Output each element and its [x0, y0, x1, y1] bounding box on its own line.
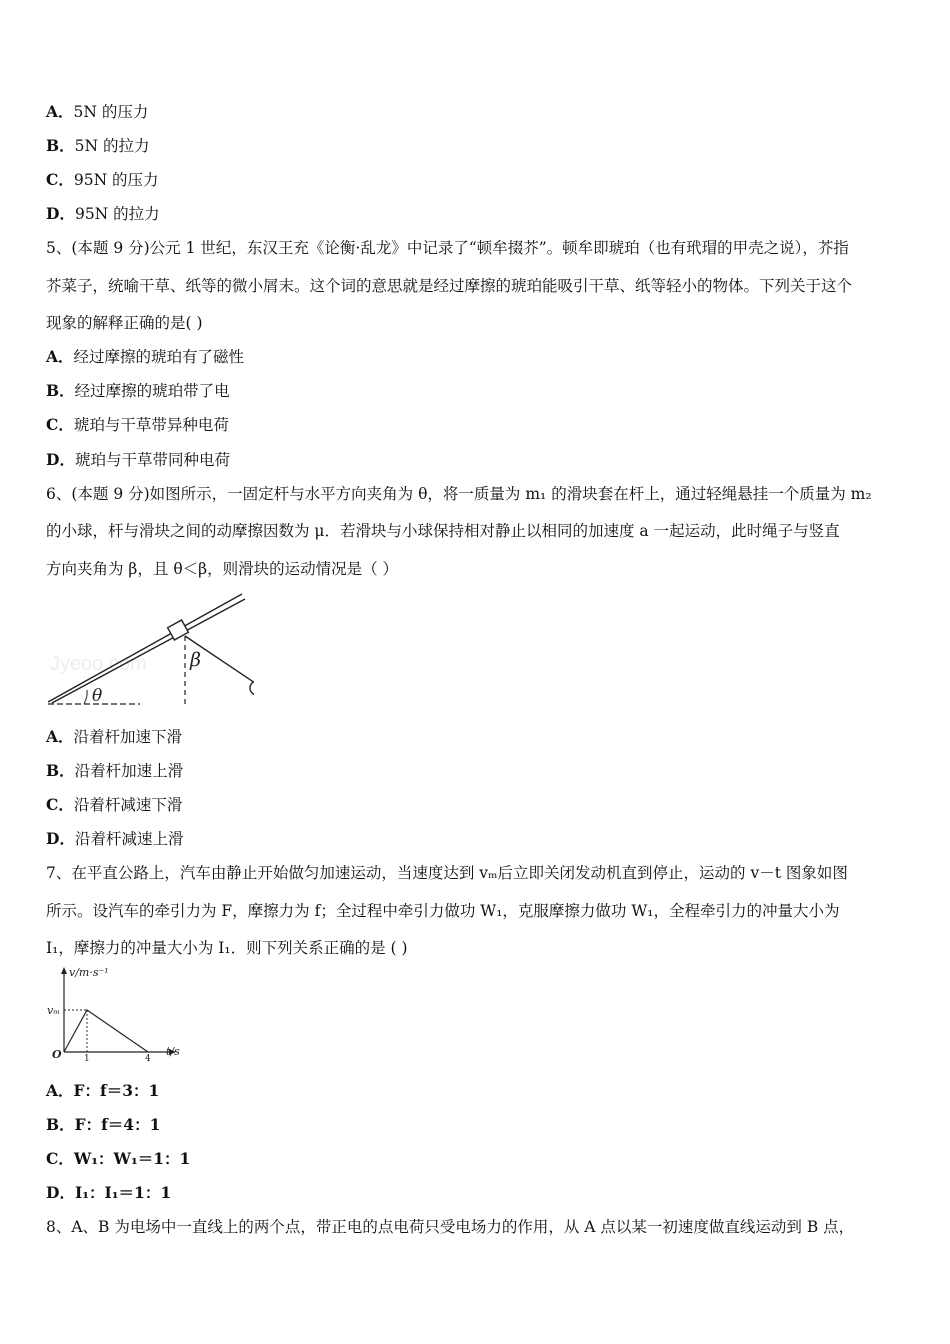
x-axis-label: t/s: [166, 1045, 180, 1058]
figure-watermark: Jyeoo.com: [50, 653, 147, 675]
theta-label: θ: [92, 686, 103, 706]
origin-label: O: [52, 1048, 62, 1061]
q7-option-a[interactable]: A．F：f＝3：1: [46, 1081, 160, 1100]
q5-option-d[interactable]: D．琥珀与干草带同种电荷: [46, 450, 230, 469]
rod-line-lower: [48, 594, 242, 702]
q7-option-d[interactable]: D．I₁：I₁＝1：1: [46, 1183, 172, 1202]
q6-option-b[interactable]: B．沿着杆加速上滑: [46, 761, 184, 780]
q6-option-c[interactable]: C．沿着杆减速下滑: [46, 795, 183, 814]
rod-line-upper: [52, 599, 245, 703]
vt-line: [64, 1010, 148, 1052]
q5-option-a[interactable]: A．经过摩擦的琥珀有了磁性: [46, 347, 245, 366]
q7-option-c[interactable]: C．W₁：W₁＝1：1: [46, 1149, 191, 1168]
tick-4-label: 4: [145, 1054, 151, 1064]
q6-stem-line1: 6、(本题 9 分)如图所示，一固定杆与水平方向夹角为 θ，将一质量为 m₁ 的滑块套在杆上，通过轻绳悬挂一个质量为 m₂: [46, 485, 872, 503]
vm-label: vₘ: [47, 1004, 60, 1017]
theta-arc: [84, 690, 87, 704]
q6-option-d[interactable]: D．沿着杆减速上滑: [46, 829, 184, 848]
ball: [250, 681, 254, 695]
q5-option-c[interactable]: C．琥珀与干草带异种电荷: [46, 415, 229, 434]
q7-stem-line1: 7、在平直公路上，汽车由静止开始做匀加速运动，当速度达到 vₘ后立即关闭发动机直到停止，运动的 v－t 图象如图: [46, 864, 848, 882]
tick-1-label: 1: [84, 1054, 90, 1064]
q6-stem-line3: 方向夹角为 β，且 θ＜β，则滑块的运动情况是（ ）: [46, 560, 399, 578]
q6-option-a[interactable]: A．沿着杆加速下滑: [46, 727, 183, 746]
q4-option-c[interactable]: C．95N 的压力: [46, 170, 159, 189]
q5-option-b[interactable]: B．经过摩擦的琥珀带了电: [46, 381, 230, 400]
y-axis-arrow: [61, 967, 67, 974]
q5-stem-line1: 5、(本题 9 分)公元 1 世纪，东汉王充《论衡·乱龙》中记录了“顿牟掇芥”。顿牟即琥珀（也有玳瑁的甲壳之说），芥指: [46, 239, 849, 257]
q7-stem-line2: 所示。设汽车的牵引力为 F，摩擦力为 f；全过程中牵引力做功 W₁，克服摩擦力做功 W₁，全程牵引力的冲量大小为: [46, 902, 840, 920]
q4-option-d[interactable]: D．95N 的拉力: [46, 204, 160, 223]
q5-stem-line2: 芥菜子，统喻干草、纸等的微小屑末。这个词的意思就是经过摩擦的琥珀能吸引干草、纸等轻小的物体。下列关于这个: [46, 277, 853, 295]
q7-stem-line3: I₁，摩擦力的冲量大小为 I₁．则下列关系正确的是 ( ): [46, 939, 408, 957]
y-axis-label: v/m·s⁻¹: [69, 966, 109, 979]
q4-option-b[interactable]: B．5N 的拉力: [46, 136, 150, 155]
q5-stem-line3: 现象的解释正确的是( ): [46, 314, 203, 332]
q6-incline-figure: [44, 590, 254, 708]
q6-stem-line2: 的小球，杆与滑块之间的动摩擦因数为 μ．若滑块与小球保持相对静止以相同的加速度 a 一起运动，此时绳子与竖直: [46, 522, 840, 540]
q4-option-a[interactable]: A．5N 的压力: [46, 102, 149, 121]
beta-label: β: [190, 649, 201, 671]
q8-stem-line1: 8、A、B 为电场中一直线上的两个点，带正电的点电荷只受电场力的作用，从 A 点以某一初速度做直线运动到 B 点，: [46, 1218, 855, 1236]
q7-option-b[interactable]: B．F：f＝4：1: [46, 1115, 161, 1134]
q7-vt-graph: [44, 964, 194, 1064]
